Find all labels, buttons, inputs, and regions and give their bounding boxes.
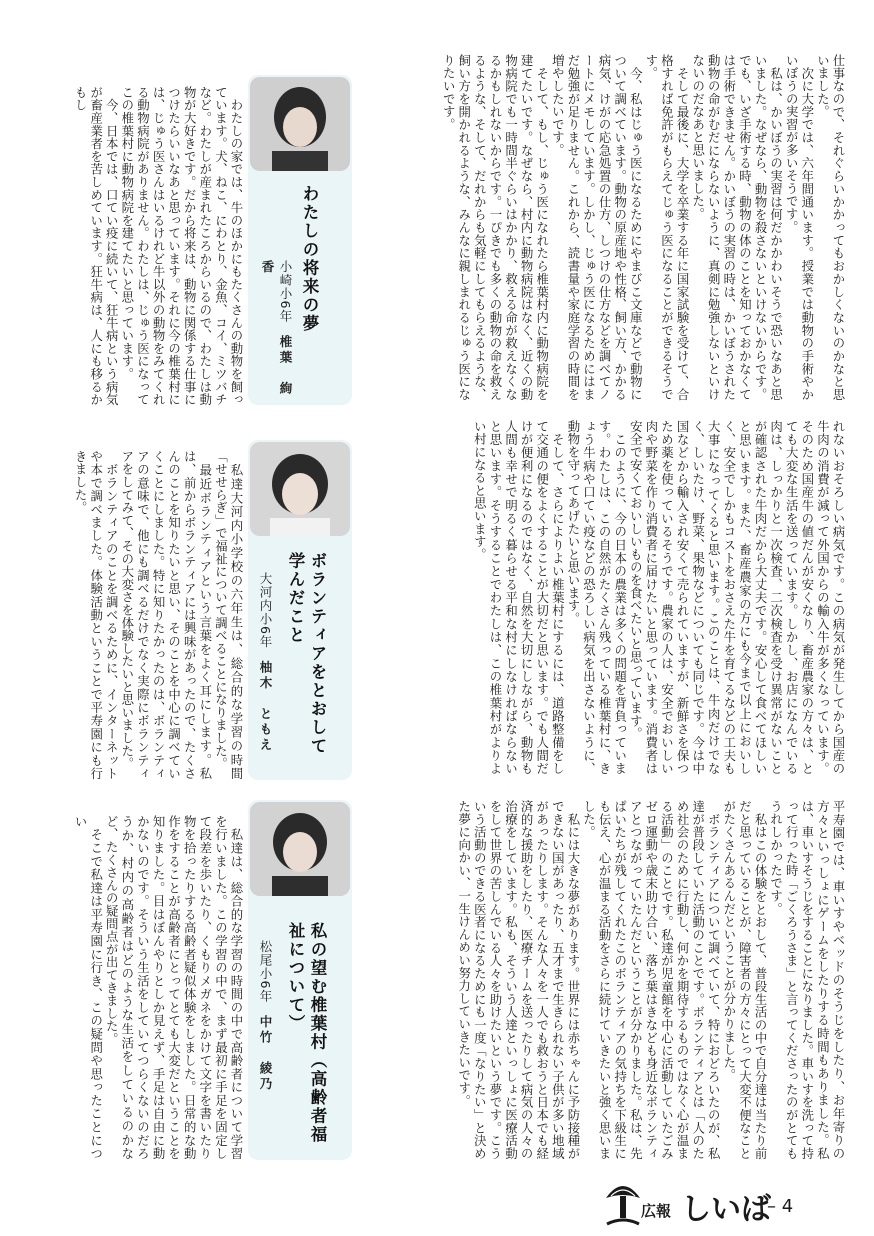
- footer-label: 広報: [641, 1202, 672, 1220]
- student-photo-3: [250, 802, 350, 896]
- school-label-1: 小崎小6年: [278, 260, 293, 323]
- column-top-left: わたしの家では、牛のほかにもたくさんの動物を飼っています。犬、ねこ、にわとり、金魚、コイ、ミツバチなど。わたしが産まれたころからいるので、わたしは動物が大好きです。だから将来は、動物に関係する仕事につけたらいいなあと思っています。それに今の椎葉村には、じゅう医さんはいるけれど牛以外の動物をみてくれる動物病院がありません。わたしは、じゅう医になってこの椎葉村に動物病院を建てたいと思っています。 今、日本では、口てい疫に続いて、狂牛病という病気が畜産業者を苦しめています。狂牛病は、人にも移るかもし: [73, 86, 244, 406]
- article-title-2: ボランティアをとおして学んだこと: [286, 552, 327, 756]
- article-author-3: [256, 940, 274, 1152]
- article-author-2: [256, 572, 274, 772]
- school-label-2: 大河内小6年: [258, 572, 273, 649]
- author-name-3: 中竹 綾乃: [258, 1014, 273, 1093]
- student-photo-1: [250, 77, 350, 171]
- school-label-3: 松尾小6年: [258, 940, 273, 1003]
- page-footer: [603, 1170, 873, 1230]
- article-title-box-3: [248, 800, 352, 1160]
- author-name-2: 柚木 ともえ: [258, 660, 273, 754]
- column-bottom-right: 平寿園では、車いすやベッドのそうじをしたり、お年寄りの方々といっしょにゲームをしたりする時間もありました。私は、車いすそうじをすることになりました。車いすを洗って持って行った時「ごくろうさま」と言ってくださったのがとてもうれしかったです。 私はこの体験をとおして、普段生活の中で自分達は当たり前だと思っていることが、障害者の方々にとって大変不便なことがたくさんあるんだということが分かりました。 ボランティアについて調べていて、特におどろいたのが、私達が普段していた活動のことです。ボランティアとは「人のため社会のために行動し、何かを期待するものではなく心が温まる活動」のことです。私達が児童館を中心に活動していたごみゼロ運動や歳末助け合い、落ち葉はきなども身近なボランティアとつながっていたんだということが分かりました。私は、先ぱいたちが残してくれたこのボランティアの気持ちを下級生にも伝え、心が温まる活動をさらに続けていきたいと強く思いました。 私には大きな夢があります。世界には赤ちゃんに予防接種ができない国があったり、五才まで生きられない子供が多い地域があったりします。そんな人々を一人でも救おうと日本でも経済的な援助をしたり、医療チームを送ったりして病気の人々の治療をしています。私も、そういう人達といっしょに医療活動をして世界の苦しんでいる人々を助けたいという夢です。こういう活動のできる医者になるためにも一度「なりたい」と決めた夢に向かい、一生けんめい努力していきたいです。: [456, 800, 846, 1160]
- column-bottom-left: 私達は、総合的な学習の時間の中で高齢者について学習を行いました。この学習の中で、まず最初に手足を固定して段差を歩いたり、くもりメガネをかけて文字を書いたり物を拾ったりする高齢者疑似体験をしました。日常的な動作をすることが高齢者にとってとても大変だということを知りました。目はぼんやりとしか見えず、手足は自由に動かないのです。そういう生活をしていてつらくないのだろうか、村内の高齢者はどのような生活をしているのかなど、たくさんの疑問点が出てきました。 そこで私達は平寿園に行き、この疑問や思ったことについ: [73, 815, 244, 1160]
- article-title-box-2: [248, 440, 352, 780]
- article-title-1: わたしの将来の夢: [300, 185, 319, 333]
- article-title-3: 私の望む椎葉村（高齢者福祉について）: [286, 922, 327, 1144]
- footer-title: しいば: [681, 1192, 771, 1227]
- student-photo-2: [250, 442, 350, 536]
- article-title-box-1: [248, 75, 352, 405]
- page-number: – 4: [767, 1196, 794, 1217]
- column-middle-left: 私達大河内小学校の六年生は、総合的な学習の時間「せせらぎ」で福祉について調べることになりました。 最近ボランティアという言葉をよく耳にします。私は、前からボランティアには興味があったので、たくさんのことを知りたいと思い、そのことを中心に調べていくことにしました。特に知りたかったのは、ボランティアの意味で、他にも調べるだけでなく実際にボランティアをしてみて、その大変さを体験したいと思いました。 ボランティアのことを調べるために、インターネットや本で調べました。体験活動ということで平寿園にも行きました。: [73, 450, 244, 780]
- mushroom-logo-icon: [603, 1172, 643, 1228]
- column-top-right: 仕事なので、それぐらいかかってもおかしくないのかなと思いました。 次に大学では、六年間通います。授業では動物の手術やかいぼうの実習が多いそうです。 私は、かいぼうの実習は何だかかわいそうで恐いなあと思いました。なぜなら、動物を殺さないといけないからです。でも、いざ手術する時、動物の体のことを知っておかなくては手術できません。かいぼうの実習の時は、かいぼうされた動物の命がむだにならないように、真剣に勉強しないといけないのだなあと思いました。 そして最後に、大学を卒業する年に国家試験を受けて、合格すれば免許がもらえてじゅう医になることができるそうです。 今、私はじゅう医になるためにやまびこ文庫などで動物について調べています。動物の原産地や性格、飼い方、かかる病気、けがの応急処置の仕方、しつけの仕方などを調べてノートにメモしています。しかし、じゅう医になるためにはまだ勉強が足りません。これから、読書量や家庭学習の時間を増やしたいです。 そして、もし、じゅう医になれたら椎葉村内に動物病院を建てたいです。なぜなら、村内に動物病院はなく、近くの動物病院でも一時間半ぐらいはかかり、救える命が救えなくなるかもしれないからです。一ぴきでも多くの動物の命を救えるような、そして、だれからも気軽にしてもらえるような、飼い方を開かれるような、みんなに親しまれるじゅう医になりたいです。: [441, 54, 846, 401]
- column-middle-right: れないおそろしい病気です。この病気が発生してから国産の牛肉の消費が減って外国からの輸入牛が多くなっています。そのため国産牛の値だんが安くなり、畜産農家の方々は、とても大変な生活を送っています。しかし、お店になんでいる肉は、しっかりと一次検査、二次検査を受け異常がないことが確認された牛肉だから大丈夫です。安心して食べてほしいと思います。また、畜産農家の方にも今まで以上においしく、安全でしかもコストをおさえた牛を育てるなどの工夫も大事になってくると思います。このことは、牛肉だけでなく、しいたけ、野菜、果物などについても同じです。今は中国などから輸入され安くて売られていますが、新鮮さを保つため薬を使っているそうです。農家の人は、安全でおいしい肉や野菜を作り消費者に届けたいと思っています。消費者は安全で安くておいしいものを食べたいと思っています。 このように、今の日本の農業は多くの問題を背負っています。わたしは、この自然がたくさん残っている椎葉村に、きょう牛病や口てい疫などの恐ろしい病気を出さないように、動物を守ってあげたいと思います。 そして、さらによりよい椎葉村にするには、道路整備をして交通の便をよくすることが大切だと思います。でも人間だけが便利になるのではなく、自然を大切にしながら、動物も人間も幸せで明るく暮らせる平和な村にしなければならないと思います。そうすることでわたしは、この椎葉村がよりよい村になると思います。: [472, 420, 846, 775]
- article-author-1: [258, 260, 294, 400]
- author-name-1: 椎葉 絢香: [260, 260, 293, 397]
